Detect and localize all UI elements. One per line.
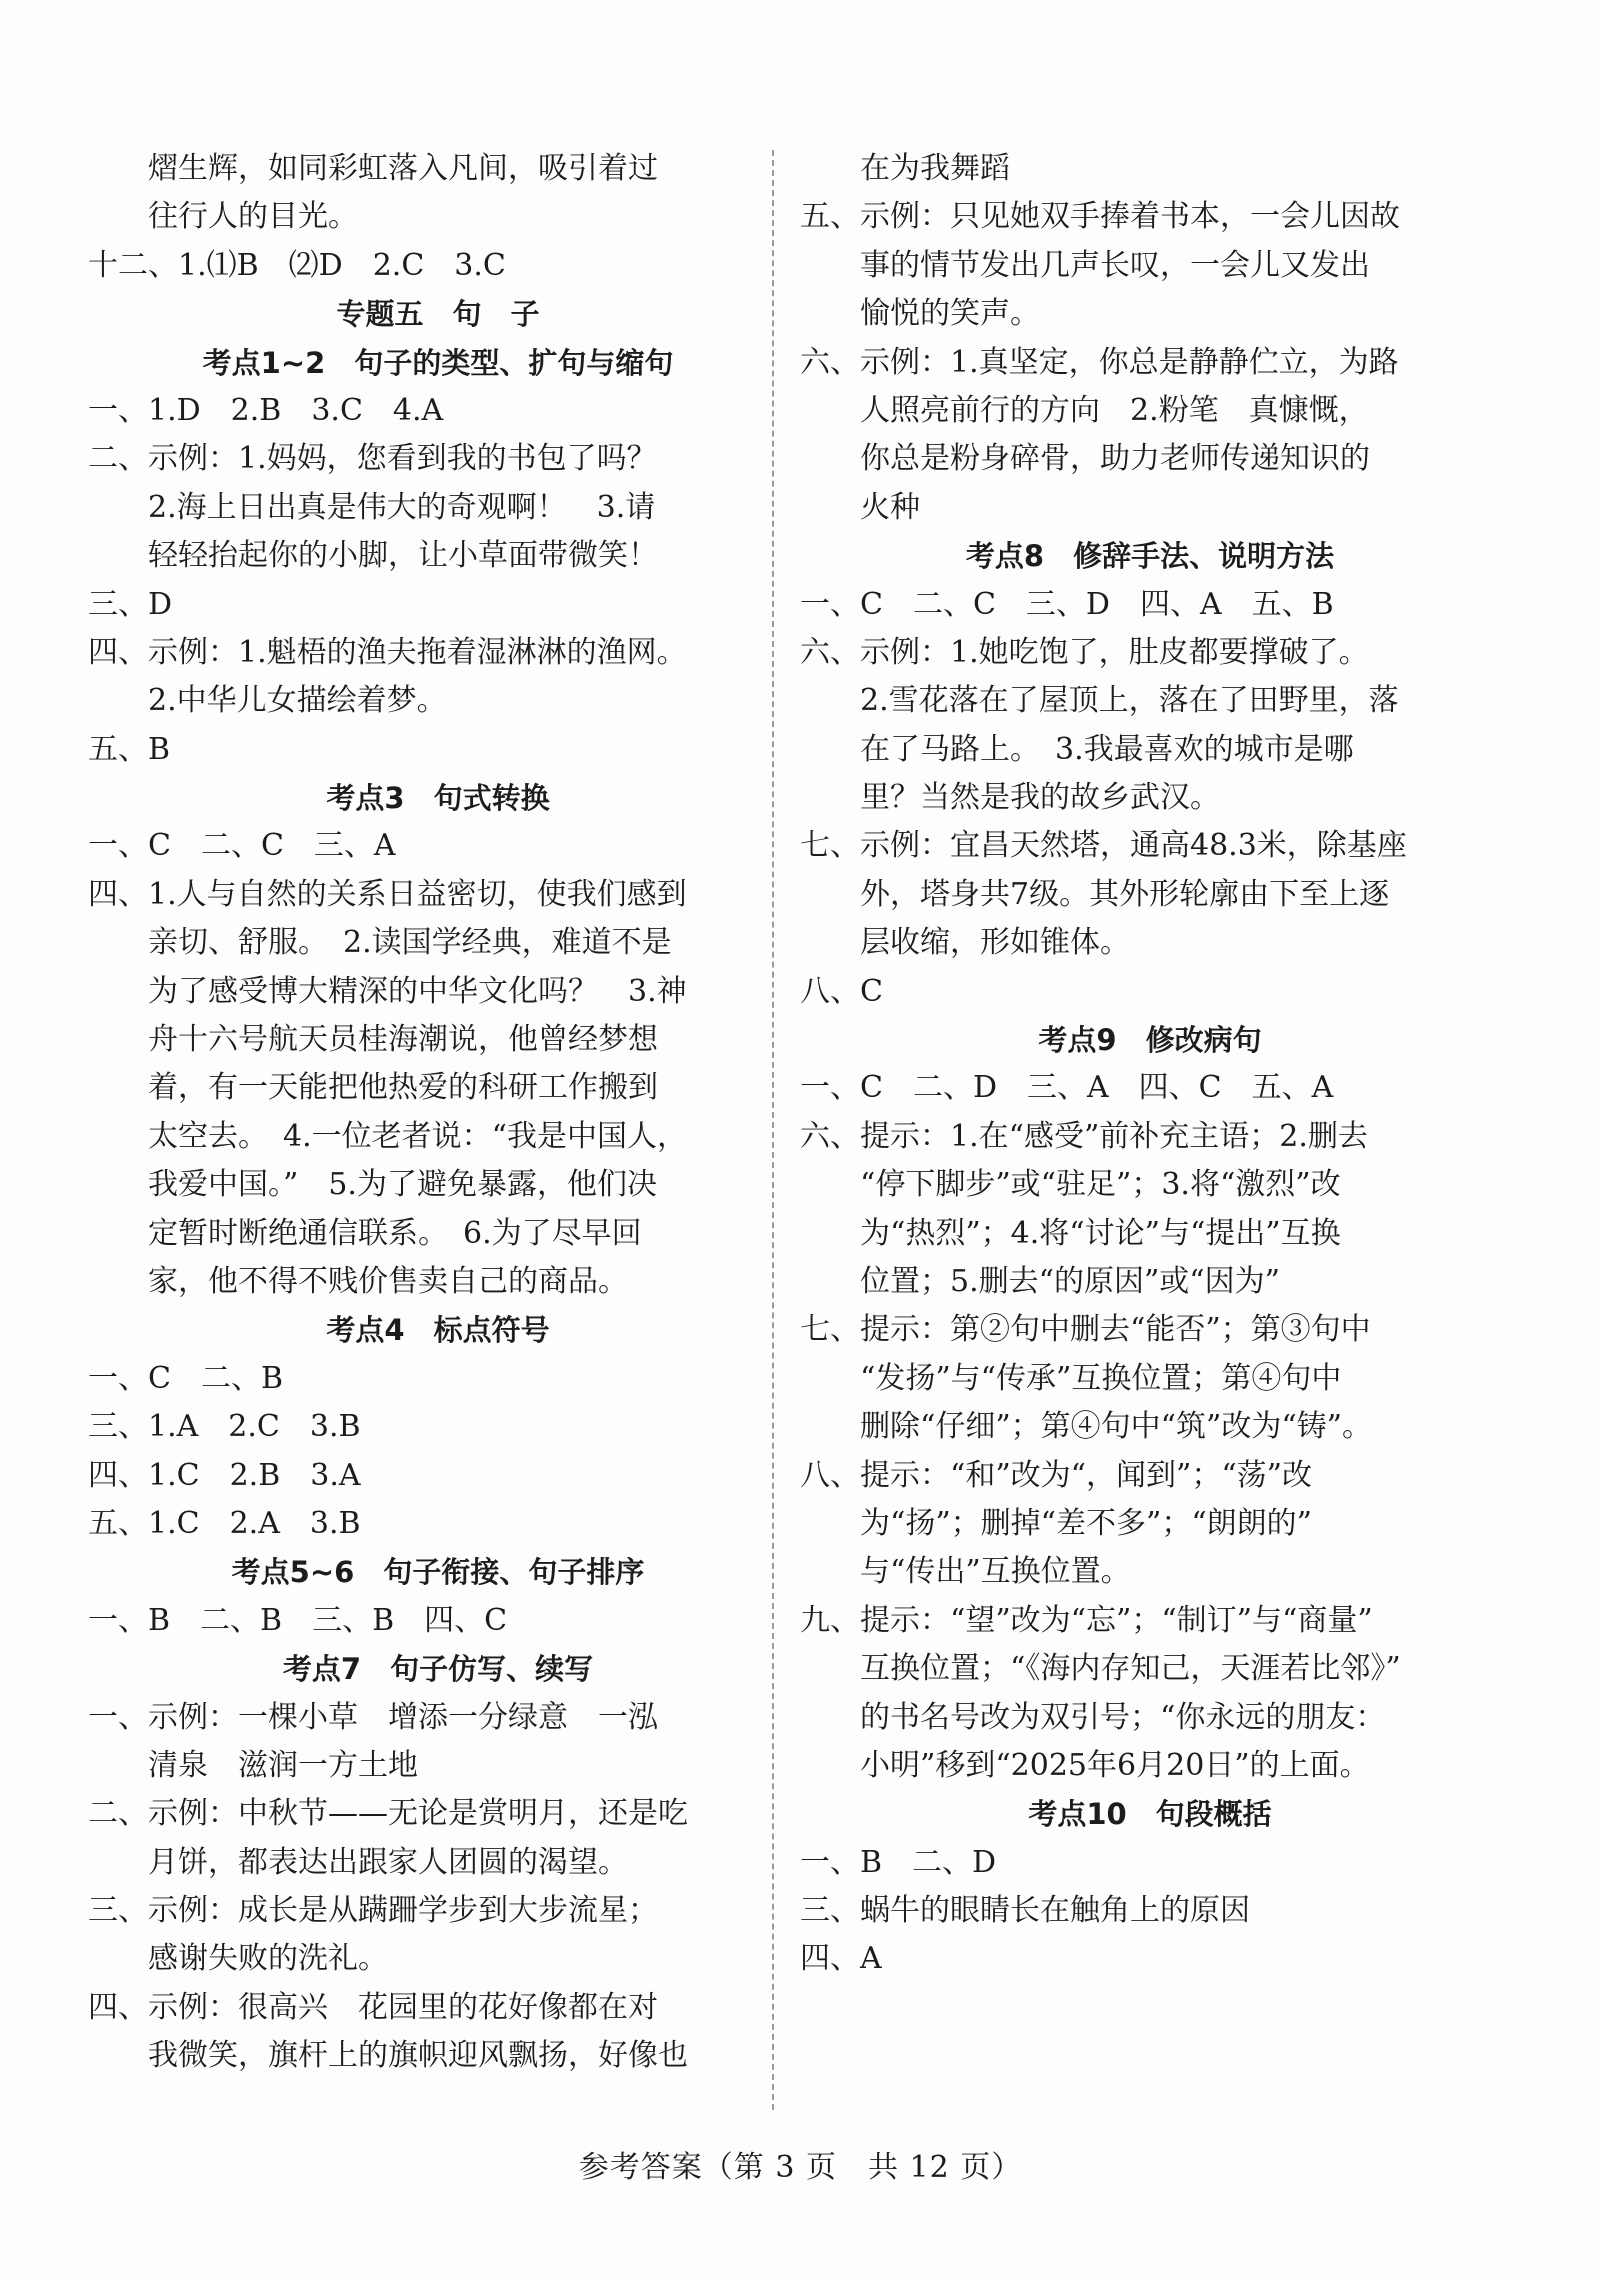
answer-line: 三、蜗牛的眼睛长在触角上的原因: [800, 1893, 1250, 1929]
answer-line: 九、提示：“望”改为“忘”；“制订”与“商量”: [800, 1602, 1373, 1638]
answer-line: 人照亮前行的方向 2.粉笔 真慷慨，: [860, 392, 1369, 428]
answer-line: 六、提示：1.在“感受”前补充主语；2.删去: [800, 1118, 1368, 1154]
answer-line: 清泉 滋润一方土地: [148, 1747, 418, 1783]
left-column: [88, 145, 788, 2081]
answer-line: 删除“仔细”；第④句中“筑”改为“铸”。: [860, 1409, 1373, 1445]
section-heading: 考点1~2 句子的类型、扩句与缩句: [202, 345, 674, 380]
answer-line: 2.雪花落在了屋顶上，落在了田野里，落: [860, 683, 1399, 719]
answer-line: 亲切、舒服。 2.读国学经典，难道不是: [148, 925, 672, 961]
answer-line: 四、示例：很高兴 花园里的花好像都在对: [88, 1989, 658, 2025]
answer-line: 我爱中国。” 5.为了避免暴露，他们决: [148, 1167, 657, 1203]
answer-line: 三、示例：成长是从蹒跚学步到大步流星；: [88, 1893, 658, 1929]
answer-line: 在了马路上。 3.我最喜欢的城市是哪: [860, 731, 1354, 767]
answer-line: 与“传出”互换位置。: [860, 1554, 1131, 1590]
answer-line: 五、1.C 2.A 3.B: [88, 1505, 361, 1541]
answer-line: 小明”移到“2025年6月20日”的上面。: [860, 1747, 1370, 1783]
answer-line: 一、示例：一棵小草 增添一分绿意 一泓: [88, 1699, 658, 1735]
answer-line: 你总是粉身碎骨，助力老师传递知识的: [860, 441, 1370, 477]
section-heading: 考点4 标点符号: [326, 1313, 550, 1348]
answer-line: 愉悦的笑声。: [860, 296, 1040, 332]
answer-line: 我微笑，旗杆上的旗帜迎风飘扬，好像也: [148, 2038, 688, 2074]
answer-line: 一、B 二、D: [800, 1844, 997, 1880]
answer-line: 2.中华儿女描绘着梦。: [148, 683, 447, 719]
answer-line: 一、1.D 2.B 3.C 4.A: [88, 392, 444, 428]
answer-line: 一、C 二、C 三、D 四、A 五、B: [800, 586, 1334, 622]
answer-line: 事的情节发出几声长叹，一会儿又发出: [860, 247, 1370, 283]
answer-line: 里？当然是我的故乡武汉。: [860, 780, 1220, 816]
answer-line: 三、D: [88, 586, 173, 622]
answer-line: 一、C 二、D 三、A 四、C 五、A: [800, 1070, 1334, 1106]
answer-line: 八、提示：“和”改为“，闻到”；“荡”改: [800, 1457, 1313, 1493]
answer-line: 在为我舞蹈: [860, 151, 1010, 186]
section-heading: 专题五 句 子: [336, 297, 540, 332]
answer-line: 二、示例：中秋节——无论是赏明月，还是吃: [88, 1796, 688, 1832]
answer-line: 六、示例：1.真坚定，你总是静静伫立，为路: [800, 344, 1399, 380]
answer-line: 一、B 二、B 三、B 四、C: [88, 1602, 508, 1638]
answer-line: 十二、1.⑴B ⑵D 2.C 3.C: [88, 247, 506, 283]
section-heading: 考点7 句子仿写、续写: [282, 1652, 594, 1687]
answer-line: 轻轻抬起你的小脚，让小草面带微笑！: [148, 538, 658, 574]
answer-line: 往行人的目光。: [148, 199, 358, 235]
answer-line: 四、1.人与自然的关系日益密切，使我们感到: [88, 876, 687, 912]
section-heading: 考点8 修辞手法、说明方法: [965, 539, 1335, 574]
answer-line: 舟十六号航天员桂海潮说，他曾经梦想: [148, 1022, 658, 1058]
answer-line: 火种: [860, 489, 920, 525]
section-heading: 考点9 修改病句: [1038, 1023, 1262, 1058]
answer-line: 七、示例：宜昌天然塔，通高48.3米，除基座: [800, 828, 1407, 864]
right-column: [800, 145, 1500, 1984]
answer-line: 太空去。 4.一位老者说：“我是中国人，: [148, 1118, 687, 1154]
answer-line: 四、示例：1.魁梧的渔夫拖着湿淋淋的渔网。: [88, 634, 687, 670]
answer-line: 2.海上日出真是伟大的奇观啊！ 3.请: [148, 489, 656, 525]
answer-line: 为“扬”；删掉“差不多”；“朗朗的”: [860, 1505, 1313, 1541]
page-footer: 参考答案（第 3 页 共 12 页）: [578, 2150, 1023, 2185]
answer-line: 感谢失败的洗礼。: [148, 1941, 388, 1977]
answer-line: 一、C 二、B: [88, 1360, 283, 1396]
answer-line: 熠生辉，如同彩虹落入凡间，吸引着过: [148, 151, 658, 186]
answer-line: 位置；5.删去“的原因”或“因为”: [860, 1263, 1280, 1299]
answer-line: 月饼，都表达出跟家人团圆的渴望。: [148, 1844, 628, 1880]
answer-line: 的书名号改为双引号；“你永远的朋友：: [860, 1699, 1386, 1735]
section-heading: 考点10 句段概括: [1028, 1797, 1272, 1832]
answer-line: 着，有一天能把他热爱的科研工作搬到: [148, 1070, 658, 1106]
answer-line: 二、示例：1.妈妈，您看到我的书包了吗？: [88, 441, 657, 477]
answer-line: 七、提示：第②句中删去“能否”；第③句中: [800, 1312, 1371, 1348]
answer-line: “发扬”与“传承”互换位置；第④句中: [860, 1360, 1342, 1396]
answer-line: 五、示例：只见她双手捧着书本，一会儿因故: [800, 199, 1400, 235]
answer-line: 八、C: [800, 973, 883, 1009]
answer-line: 家，他不得不贱价售卖自己的商品。: [148, 1263, 628, 1299]
answer-line: 互换位置；“《海内存知己，天涯若比邻》”: [860, 1651, 1401, 1687]
answer-line: 三、1.A 2.C 3.B: [88, 1409, 361, 1445]
section-heading: 考点3 句式转换: [326, 781, 550, 816]
answer-line: 外，塔身共7级。其外形轮廓由下至上逐: [860, 876, 1390, 912]
answer-line: 一、C 二、C 三、A: [88, 828, 396, 864]
answer-line: 层收缩，形如锥体。: [860, 925, 1130, 961]
answer-line: 四、1.C 2.B 3.A: [88, 1457, 361, 1493]
answer-line: 为“热烈”；4.将“讨论”与“提出”互换: [860, 1215, 1341, 1251]
answer-line: “停下脚步”或“驻足”；3.将“激烈”改: [860, 1167, 1341, 1203]
answer-line: 四、A: [800, 1941, 882, 1977]
answer-line: 为了感受博大精深的中华文化吗？ 3.神: [148, 973, 687, 1009]
column-divider: [772, 150, 774, 2110]
section-heading: 考点5~6 句子衔接、句子排序: [231, 1555, 645, 1590]
answer-line: 五、B: [88, 731, 171, 767]
answer-line: 六、示例：1.她吃饱了，肚皮都要撑破了。: [800, 634, 1369, 670]
answer-line: 定暂时断绝通信联系。 6.为了尽早回: [148, 1215, 642, 1251]
